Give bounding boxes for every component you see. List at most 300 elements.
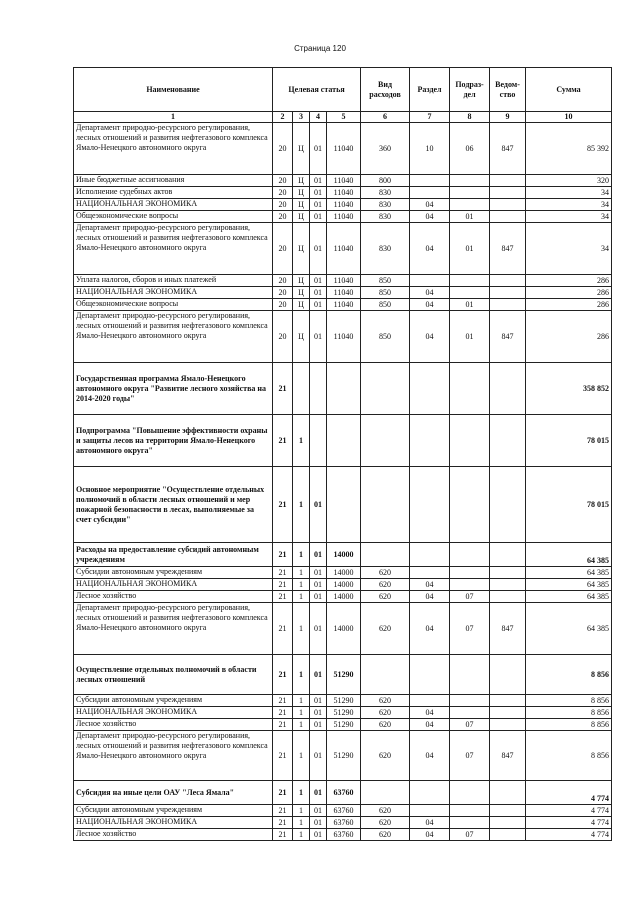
row-code-2: Ц [293,199,310,211]
row-sum: 358 852 [526,363,612,415]
table-row [74,707,612,719]
row-vedomstvo [490,695,526,707]
row-vedomstvo: 847 [490,311,526,363]
row-podrazdel [450,695,490,707]
table-row [74,543,612,567]
row-code-3: 01 [310,829,327,841]
row-code-2 [293,363,310,415]
row-code-4: 63760 [327,829,361,841]
row-vedomstvo [490,363,526,415]
row-razdel: 04 [410,579,450,591]
row-code-2: Ц [293,123,310,175]
row-podrazdel: 07 [450,591,490,603]
row-code-1: 21 [273,543,293,567]
row-sum: 85 392 [526,123,612,175]
row-code-1: 21 [273,579,293,591]
row-vid: 850 [361,299,410,311]
row-razdel [410,187,450,199]
table-row [74,655,612,695]
row-code-3: 01 [310,123,327,175]
row-code-2: 1 [293,731,310,781]
row-name: Субсидии автономным учреждениям [74,567,273,579]
row-code-3: 01 [310,695,327,707]
row-razdel: 04 [410,603,450,655]
row-podrazdel [450,275,490,287]
row-podrazdel [450,415,490,467]
row-razdel: 10 [410,123,450,175]
row-vid: 620 [361,805,410,817]
row-code-4: 11040 [327,199,361,211]
header-vedomstvo: Ведом-ство [490,68,526,112]
row-vid: 830 [361,211,410,223]
table-row [74,275,612,287]
row-razdel [410,805,450,817]
row-vedomstvo [490,299,526,311]
row-sum: 4 774 [526,805,612,817]
row-name: Осуществление отдельных полномочий в области лесных отношений [74,655,273,695]
row-sum: 64 385 [526,543,612,567]
row-code-1: 20 [273,199,293,211]
row-code-3: 01 [310,543,327,567]
table-row [74,603,612,655]
table-row [74,123,612,175]
table-row [74,567,612,579]
row-razdel [410,275,450,287]
row-vid: 850 [361,275,410,287]
row-razdel: 04 [410,199,450,211]
row-vedomstvo [490,199,526,211]
row-vid: 830 [361,223,410,275]
row-code-4: 63760 [327,805,361,817]
row-podrazdel [450,707,490,719]
header-target-article: Целевая статья [273,68,361,112]
row-code-3: 01 [310,781,327,805]
row-sum: 320 [526,175,612,187]
row-razdel [410,781,450,805]
row-podrazdel [450,363,490,415]
row-sum: 8 856 [526,707,612,719]
row-name: Подпрограмма "Повышение эффективности охраны и защиты лесов на территории Ямало-Ненецкого автономного округа" [74,415,273,467]
row-name: Департамент природно-ресурсного регулирования, лесных отношений и развития нефтегазового комплекса Ямало-Ненецкого автономного округа [74,603,273,655]
row-vid: 620 [361,579,410,591]
row-vid [361,415,410,467]
row-code-4: 11040 [327,123,361,175]
row-name: НАЦИОНАЛЬНАЯ ЭКОНОМИКА [74,199,273,211]
row-podrazdel [450,467,490,543]
row-code-4: 63760 [327,817,361,829]
row-vedomstvo [490,467,526,543]
header-row [74,68,612,112]
row-vedomstvo [490,655,526,695]
header-numbers-row [74,112,612,123]
col-number: 2 [273,112,293,123]
row-sum: 8 856 [526,655,612,695]
row-podrazdel: 07 [450,731,490,781]
row-razdel [410,467,450,543]
row-code-3: 01 [310,591,327,603]
row-code-2: 1 [293,543,310,567]
row-sum: 4 774 [526,781,612,805]
row-razdel: 04 [410,591,450,603]
row-razdel: 04 [410,287,450,299]
row-code-1: 20 [273,275,293,287]
row-podrazdel: 01 [450,211,490,223]
row-code-4: 63760 [327,781,361,805]
row-name: Лесное хозяйство [74,591,273,603]
row-vid: 830 [361,199,410,211]
row-vid: 850 [361,311,410,363]
row-sum: 34 [526,187,612,199]
row-sum: 34 [526,199,612,211]
row-code-2: Ц [293,175,310,187]
row-razdel [410,695,450,707]
row-code-1: 21 [273,817,293,829]
row-razdel: 04 [410,211,450,223]
row-vedomstvo: 847 [490,603,526,655]
row-vid: 620 [361,695,410,707]
row-sum: 8 856 [526,695,612,707]
table-row [74,415,612,467]
table-row [74,299,612,311]
row-code-3: 01 [310,311,327,363]
row-code-2: Ц [293,223,310,275]
row-code-2: 1 [293,603,310,655]
row-name: Государственная программа Ямало-Ненецкого автономного округа "Развитие лесного хозяйства на 2014-2020 годы" [74,363,273,415]
row-sum: 64 385 [526,591,612,603]
row-vedomstvo [490,567,526,579]
row-name: Субсидия на иные цели ОАУ "Леса Ямала" [74,781,273,805]
row-code-4: 14000 [327,603,361,655]
row-razdel: 04 [410,719,450,731]
row-code-3: 01 [310,275,327,287]
row-code-4: 11040 [327,311,361,363]
row-code-4 [327,467,361,543]
row-code-1: 21 [273,567,293,579]
row-code-1: 21 [273,603,293,655]
row-vedomstvo [490,187,526,199]
col-number: 6 [361,112,410,123]
row-code-2: 1 [293,817,310,829]
row-code-1: 20 [273,223,293,275]
row-vid [361,363,410,415]
row-code-4: 11040 [327,175,361,187]
row-vedomstvo [490,591,526,603]
header-razdel: Раздел [410,68,450,112]
row-vid: 360 [361,123,410,175]
row-code-3 [310,363,327,415]
row-razdel: 04 [410,731,450,781]
row-code-4: 14000 [327,567,361,579]
row-razdel: 04 [410,223,450,275]
row-vedomstvo [490,805,526,817]
table-row [74,805,612,817]
row-podrazdel [450,805,490,817]
row-code-3: 01 [310,579,327,591]
row-code-4 [327,415,361,467]
budget-table [73,67,612,841]
col-number: 10 [526,112,612,123]
table-row [74,591,612,603]
row-code-4: 11040 [327,287,361,299]
table-row [74,817,612,829]
row-code-4: 14000 [327,543,361,567]
row-sum: 64 385 [526,567,612,579]
col-number: 4 [310,112,327,123]
row-code-2: Ц [293,287,310,299]
row-code-1: 20 [273,187,293,199]
row-vid [361,781,410,805]
row-code-1: 20 [273,211,293,223]
row-vedomstvo [490,707,526,719]
row-code-1: 21 [273,781,293,805]
row-code-2: Ц [293,275,310,287]
row-vid [361,467,410,543]
row-code-1: 20 [273,287,293,299]
row-name: Департамент природно-ресурсного регулирования, лесных отношений и развития нефтегазового комплекса Ямало-Ненецкого автономного округа [74,223,273,275]
row-vid: 800 [361,175,410,187]
row-code-1: 20 [273,123,293,175]
row-vid: 620 [361,567,410,579]
row-razdel [410,655,450,695]
row-code-1: 21 [273,805,293,817]
col-number: 3 [293,112,310,123]
row-code-1: 20 [273,299,293,311]
row-code-4: 51290 [327,655,361,695]
row-code-2: 1 [293,655,310,695]
row-name: Лесное хозяйство [74,719,273,731]
row-code-4: 14000 [327,591,361,603]
row-sum: 286 [526,275,612,287]
row-podrazdel [450,655,490,695]
row-code-2: Ц [293,311,310,363]
page-label: Страница 120 [294,44,346,53]
row-code-4: 14000 [327,579,361,591]
row-podrazdel [450,817,490,829]
row-sum: 78 015 [526,467,612,543]
row-code-4: 11040 [327,187,361,199]
row-sum: 78 015 [526,415,612,467]
row-sum: 8 856 [526,731,612,781]
row-code-3: 01 [310,707,327,719]
table-row [74,467,612,543]
col-number: 1 [74,112,273,123]
row-vid: 830 [361,187,410,199]
table-row [74,829,612,841]
row-code-3: 01 [310,287,327,299]
row-vid: 620 [361,603,410,655]
row-code-1: 21 [273,695,293,707]
row-code-1: 21 [273,467,293,543]
row-vedomstvo [490,579,526,591]
row-podrazdel: 06 [450,123,490,175]
row-vedomstvo [490,829,526,841]
header-name: Наименование [74,68,273,112]
row-code-2: 1 [293,415,310,467]
row-name: Департамент природно-ресурсного регулирования, лесных отношений и развития нефтегазового комплекса Ямало-Ненецкого автономного округа [74,731,273,781]
row-name: Исполнение судебных актов [74,187,273,199]
row-code-2: 1 [293,707,310,719]
row-vedomstvo [490,719,526,731]
col-number: 8 [450,112,490,123]
row-vid: 620 [361,707,410,719]
col-number: 7 [410,112,450,123]
row-name: Уплата налогов, сборов и иных платежей [74,275,273,287]
row-name: НАЦИОНАЛЬНАЯ ЭКОНОМИКА [74,579,273,591]
row-code-4: 51290 [327,707,361,719]
row-code-1: 21 [273,719,293,731]
row-code-2: Ц [293,299,310,311]
row-code-3: 01 [310,805,327,817]
row-razdel [410,543,450,567]
row-code-3: 01 [310,603,327,655]
row-code-1: 21 [273,655,293,695]
row-vid: 620 [361,731,410,781]
row-code-3: 01 [310,731,327,781]
row-sum: 4 774 [526,817,612,829]
row-podrazdel [450,579,490,591]
row-name: Лесное хозяйство [74,829,273,841]
row-razdel: 04 [410,817,450,829]
row-vedomstvo [490,817,526,829]
row-code-3: 01 [310,187,327,199]
row-sum: 64 385 [526,603,612,655]
row-code-3: 01 [310,199,327,211]
table-row [74,695,612,707]
row-name: НАЦИОНАЛЬНАЯ ЭКОНОМИКА [74,287,273,299]
row-razdel [410,415,450,467]
row-code-1: 21 [273,363,293,415]
col-number: 9 [490,112,526,123]
row-code-2: 1 [293,719,310,731]
row-code-1: 21 [273,731,293,781]
row-code-3: 01 [310,223,327,275]
row-code-4: 11040 [327,275,361,287]
table-row [74,211,612,223]
row-code-4: 51290 [327,719,361,731]
row-code-2: 1 [293,567,310,579]
table-row [74,311,612,363]
row-vid: 620 [361,591,410,603]
row-code-2: Ц [293,187,310,199]
row-code-1: 21 [273,415,293,467]
row-name: Основное мероприятие "Осуществление отдельных полномочий в области лесных отношений и мер пожарной безопасности в лесах, выполняемые за счет субсидии" [74,467,273,543]
table-row [74,731,612,781]
row-code-3: 01 [310,299,327,311]
row-razdel: 04 [410,311,450,363]
row-razdel [410,363,450,415]
row-code-3: 01 [310,817,327,829]
row-code-2: 1 [293,781,310,805]
table-row [74,719,612,731]
table-row [74,175,612,187]
row-vedomstvo [490,415,526,467]
row-podrazdel: 01 [450,311,490,363]
row-vid: 620 [361,817,410,829]
row-code-2: 1 [293,829,310,841]
table-row [74,781,612,805]
row-vid: 620 [361,719,410,731]
row-code-3 [310,415,327,467]
row-code-2: 1 [293,467,310,543]
header-podrazdel: Подраз-дел [450,68,490,112]
table-row [74,199,612,211]
row-code-2: 1 [293,579,310,591]
row-code-1: 21 [273,829,293,841]
row-razdel [410,175,450,187]
row-podrazdel [450,567,490,579]
row-sum: 64 385 [526,579,612,591]
row-podrazdel [450,543,490,567]
row-vid [361,655,410,695]
header-summa: Сумма [526,68,612,112]
table-body [74,123,612,841]
row-vedomstvo [490,781,526,805]
row-name: Общеэкономические вопросы [74,299,273,311]
row-vedomstvo [490,287,526,299]
row-name: Расходы на предоставление субсидий автономным учреждениям [74,543,273,567]
row-podrazdel: 01 [450,223,490,275]
row-code-2: Ц [293,211,310,223]
row-vedomstvo [490,275,526,287]
row-code-3: 01 [310,655,327,695]
row-code-2: 1 [293,695,310,707]
row-name: Субсидии автономным учреждениям [74,695,273,707]
row-sum: 34 [526,211,612,223]
row-code-3: 01 [310,467,327,543]
row-razdel: 04 [410,829,450,841]
header-vid: Вид расходов [361,68,410,112]
row-razdel [410,567,450,579]
row-name: Субсидии автономным учреждениям [74,805,273,817]
row-vedomstvo: 847 [490,731,526,781]
row-code-2: 1 [293,805,310,817]
row-podrazdel [450,175,490,187]
row-vedomstvo: 847 [490,123,526,175]
row-podrazdel: 07 [450,719,490,731]
row-code-1: 21 [273,591,293,603]
row-sum: 286 [526,311,612,363]
row-code-4 [327,363,361,415]
row-vid: 850 [361,287,410,299]
row-podrazdel [450,199,490,211]
row-vedomstvo: 847 [490,223,526,275]
table-row [74,287,612,299]
row-podrazdel: 07 [450,829,490,841]
row-code-2: 1 [293,591,310,603]
row-code-3: 01 [310,175,327,187]
row-vid [361,543,410,567]
row-sum: 8 856 [526,719,612,731]
row-podrazdel [450,781,490,805]
row-name: Департамент природно-ресурсного регулирования, лесных отношений и развития нефтегазового комплекса Ямало-Ненецкого автономного округа [74,123,273,175]
row-name: Департамент природно-ресурсного регулирования, лесных отношений и развития нефтегазового комплекса Ямало-Ненецкого автономного округа [74,311,273,363]
row-vedomstvo [490,175,526,187]
row-name: Иные бюджетные ассигнования [74,175,273,187]
row-code-4: 51290 [327,695,361,707]
row-code-4: 11040 [327,223,361,275]
row-code-3: 01 [310,567,327,579]
row-vedomstvo [490,543,526,567]
row-podrazdel [450,287,490,299]
row-podrazdel: 01 [450,299,490,311]
row-code-3: 01 [310,719,327,731]
row-vid: 620 [361,829,410,841]
table-row [74,363,612,415]
row-code-1: 20 [273,175,293,187]
row-name: НАЦИОНАЛЬНАЯ ЭКОНОМИКА [74,707,273,719]
row-name: НАЦИОНАЛЬНАЯ ЭКОНОМИКА [74,817,273,829]
row-podrazdel: 07 [450,603,490,655]
